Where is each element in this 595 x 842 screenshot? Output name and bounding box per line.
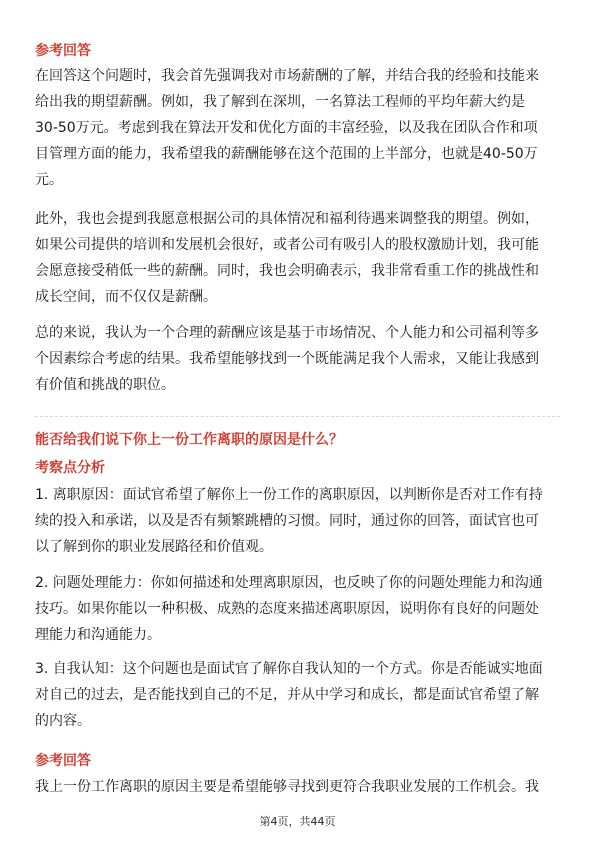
analysis-point-1 — [35, 482, 562, 560]
text-line: 的内容。 — [35, 713, 91, 729]
text-line: 在回答这个问题时，我会首先强调我对市场薪酬的了解，并结合我的经验和技能来 — [35, 68, 539, 84]
answer-heading: 参考回答 — [35, 43, 91, 59]
text-line: 我上一份工作离职的原因主要是希望能够寻找到更符合我职业发展的工作机会。我 — [35, 779, 539, 795]
text-line: 对自己的过去，是否能找到自己的不足，并从中学习和成长，都是面试官希望了解 — [35, 687, 539, 703]
text-line: 续的投入和承诺，以及是否有频繁跳槽的习惯。同时，通过你的回答，面试官也可 — [35, 513, 539, 529]
text-line: 有价值和挑战的职位。 — [35, 377, 175, 393]
text-line: 个因素综合考虑的结果。我希望能够找到一个既能满足我个人需求，又能让我感到 — [35, 351, 539, 367]
text-line: 给出我的期望薪酬。例如，我了解到在深圳，一名算法工程师的平均年薪大约是 — [35, 94, 525, 110]
text-line: 目管理方面的能力，我希望我的薪酬能够在这个范围的上半部分，也就是40-50万 — [35, 146, 538, 162]
page-number: 第4页，共44页 — [259, 815, 336, 828]
text-line: 技巧。如果你能以一种积极、成熟的态度来描述离职原因，说明你有良好的问题处 — [35, 601, 539, 617]
text-line: 成长空间，而不仅仅是薪酬。 — [35, 289, 217, 305]
analysis-point-2 — [35, 570, 562, 648]
text-line: 1. 离职原因：面试官希望了解你上一份工作的离职原因，以判断你是否对工作有持 — [35, 487, 543, 503]
text-line: 3. 自我认知：这个问题也是面试官了解你自我认知的一个方式。你是否能诚实地面 — [35, 661, 543, 677]
answer-paragraph-4 — [35, 774, 562, 800]
text-line: 30-50万元。考虑到我在算法开发和优化方面的丰富经验，以及我在团队合作和项 — [35, 120, 538, 136]
text-line: 理能力和沟通能力。 — [35, 627, 161, 643]
analysis-point-3 — [35, 656, 562, 734]
text-line: 总的来说，我认为一个合理的薪酬应该是基于市场情况、个人能力和公司福利等多 — [35, 325, 539, 341]
text-line: 会愿意接受稍低一些的薪酬。同时，我也会明确表示，我非常看重工作的挑战性和 — [35, 263, 539, 279]
text-line: 元。 — [35, 172, 63, 188]
answer-heading-2: 参考回答 — [35, 753, 91, 769]
analysis-heading: 考察点分析 — [35, 460, 105, 476]
text-line: 如果公司提供的培训和发展机会很好，或者公司有吸引人的股权激励计划，我可能 — [35, 237, 539, 253]
answer-paragraph-3 — [35, 320, 562, 398]
text-line: 以了解到你的职业发展路径和价值观。 — [35, 539, 273, 555]
answer-paragraph-1 — [35, 63, 562, 193]
answer-paragraph-2 — [35, 206, 562, 310]
question-heading: 能否给我们说下你上一份工作离职的原因是什么？ — [35, 432, 343, 448]
text-line: 此外，我也会提到我愿意根据公司的具体情况和福利待遇来调整我的期望。例如， — [35, 211, 539, 227]
section-divider — [35, 416, 560, 417]
text-line: 2. 问题处理能力：你如何描述和处理离职原因，也反映了你的问题处理能力和沟通 — [35, 575, 543, 591]
